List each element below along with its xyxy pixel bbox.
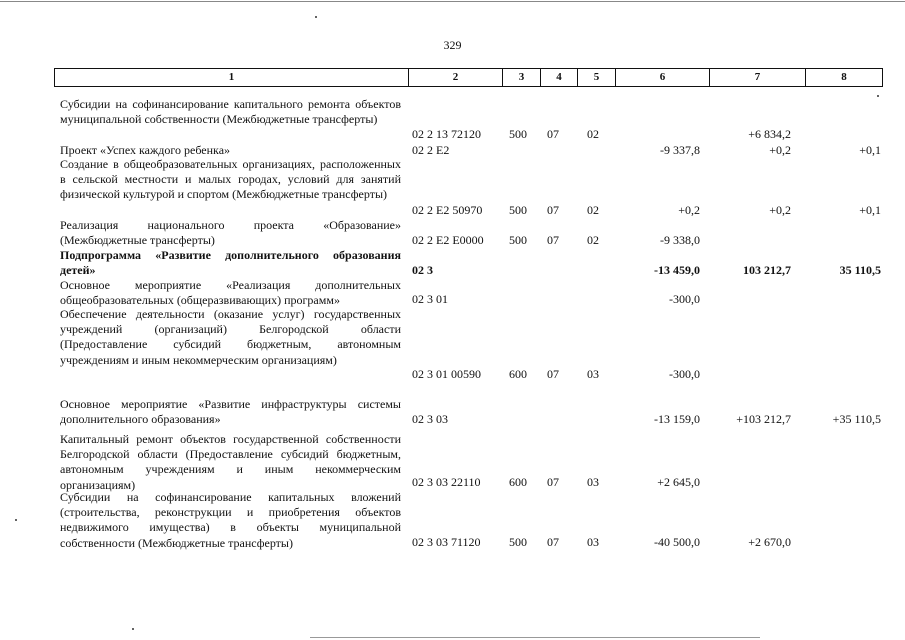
row-col7: +2 670,0 (748, 535, 791, 549)
header-col-8: 8 (841, 71, 847, 83)
scan-border-bottom (310, 637, 760, 638)
scan-speck (877, 95, 879, 97)
row-rz: 07 (547, 203, 559, 217)
row-description: Субсидии на софинансирование капитального ремонта объектов муниципальной собственности (Межбюджетные трансферты) (60, 97, 401, 127)
row-pr: 02 (587, 233, 599, 247)
row-col6: +2 645,0 (657, 475, 700, 489)
row-vr: 500 (509, 127, 527, 141)
row-vr: 500 (509, 233, 527, 247)
row-code: 02 3 01 00590 (412, 367, 481, 381)
row-col6: -300,0 (669, 292, 700, 306)
row-col7: 103 212,7 (743, 263, 791, 277)
row-rz: 07 (547, 127, 559, 141)
row-rz: 07 (547, 535, 559, 549)
row-code: 02 3 03 (412, 412, 448, 426)
row-col6: +0,2 (678, 203, 700, 217)
row-code: 02 2 E2 50970 (412, 203, 483, 217)
header-col-1: 1 (55, 69, 409, 86)
row-description: Обеспечение деятельности (оказание услуг) государственных учреждений (организаций) Белгородской области (Предоставление субсидий бюджетным, автономным учреждениям и иным некоммерческим организациям) (60, 307, 401, 367)
scan-speck (15, 519, 17, 521)
row-description: Субсидии на софинансирование капитальных вложений (строительства, реконструкции и приобретения объектов недвижимого имущества) в объекты муниципальной собственности (Межбюджетные трансферты) (60, 490, 401, 550)
row-col7: +0,2 (769, 203, 791, 217)
row-pr: 03 (587, 475, 599, 489)
row-description: Реализация национального проекта «Образование» (Межбюджетные трансферты) (60, 218, 401, 248)
row-col6: -300,0 (669, 367, 700, 381)
row-vr: 500 (509, 203, 527, 217)
row-col7: +103 212,7 (736, 412, 791, 426)
row-rz: 07 (547, 475, 559, 489)
row-description: Капитальный ремонт объектов государственной собственности Белгородской области (Предоставление субсидий бюджетным, автономным учреждениям и иным некоммерческим организациям) (60, 432, 401, 492)
row-col8: +0,1 (859, 143, 881, 157)
row-col8: +35 110,5 (832, 412, 881, 426)
header-col-5: 5 (578, 69, 616, 86)
row-pr: 03 (587, 367, 599, 381)
row-pr: 03 (587, 535, 599, 549)
row-col8: 35 110,5 (839, 263, 881, 277)
row-code: 02 3 03 71120 (412, 535, 481, 549)
row-col6: -40 500,0 (654, 535, 700, 549)
scan-speck (132, 628, 134, 630)
row-rz: 07 (547, 233, 559, 247)
row-description: Подпрограмма «Развитие дополнительного образования детей» (60, 248, 401, 278)
header-col-2: 2 (409, 69, 503, 86)
row-pr: 02 (587, 203, 599, 217)
row-code: 02 3 01 (412, 292, 448, 306)
row-code: 02 2 E2 (412, 143, 450, 157)
header-col-3: 3 (503, 69, 541, 86)
row-pr: 02 (587, 127, 599, 141)
row-code: 02 3 03 22110 (412, 475, 481, 489)
row-code: 02 2 E2 E0000 (412, 233, 484, 247)
row-description: Создание в общеобразовательных организациях, расположенных в сельской местности и малых городах, условий для занятий физической культурой и спортом (Межбюджетные трансферты) (60, 157, 401, 202)
header-col-7: 7 (710, 69, 806, 86)
row-col6: -9 338,0 (660, 233, 700, 247)
row-col6: -9 337,8 (660, 143, 700, 157)
row-col7: +6 834,2 (748, 127, 791, 141)
scan-border-top (0, 1, 905, 2)
row-col6: -13 159,0 (654, 412, 700, 426)
row-description: Проект «Успех каждого ребенка» (60, 143, 231, 157)
row-rz: 07 (547, 367, 559, 381)
row-vr: 600 (509, 475, 527, 489)
row-code: 02 3 (412, 263, 433, 277)
row-col7: +0,2 (769, 143, 791, 157)
header-col-6: 6 (616, 69, 710, 86)
page-number: 329 (443, 38, 462, 52)
row-vr: 600 (509, 367, 527, 381)
header-col-4: 4 (541, 69, 578, 86)
table-header (54, 68, 883, 87)
row-col8: +0,1 (859, 203, 881, 217)
row-description: Основное мероприятие «Реализация дополнительных общеобразовательных (общеразвивающих) программ» (60, 278, 401, 308)
row-vr: 500 (509, 535, 527, 549)
row-col6: -13 459,0 (654, 263, 700, 277)
row-code: 02 2 13 72120 (412, 127, 481, 141)
row-description: Основное мероприятие «Развитие инфраструктуры системы дополнительного образования» (60, 397, 401, 427)
scan-speck (315, 16, 317, 18)
